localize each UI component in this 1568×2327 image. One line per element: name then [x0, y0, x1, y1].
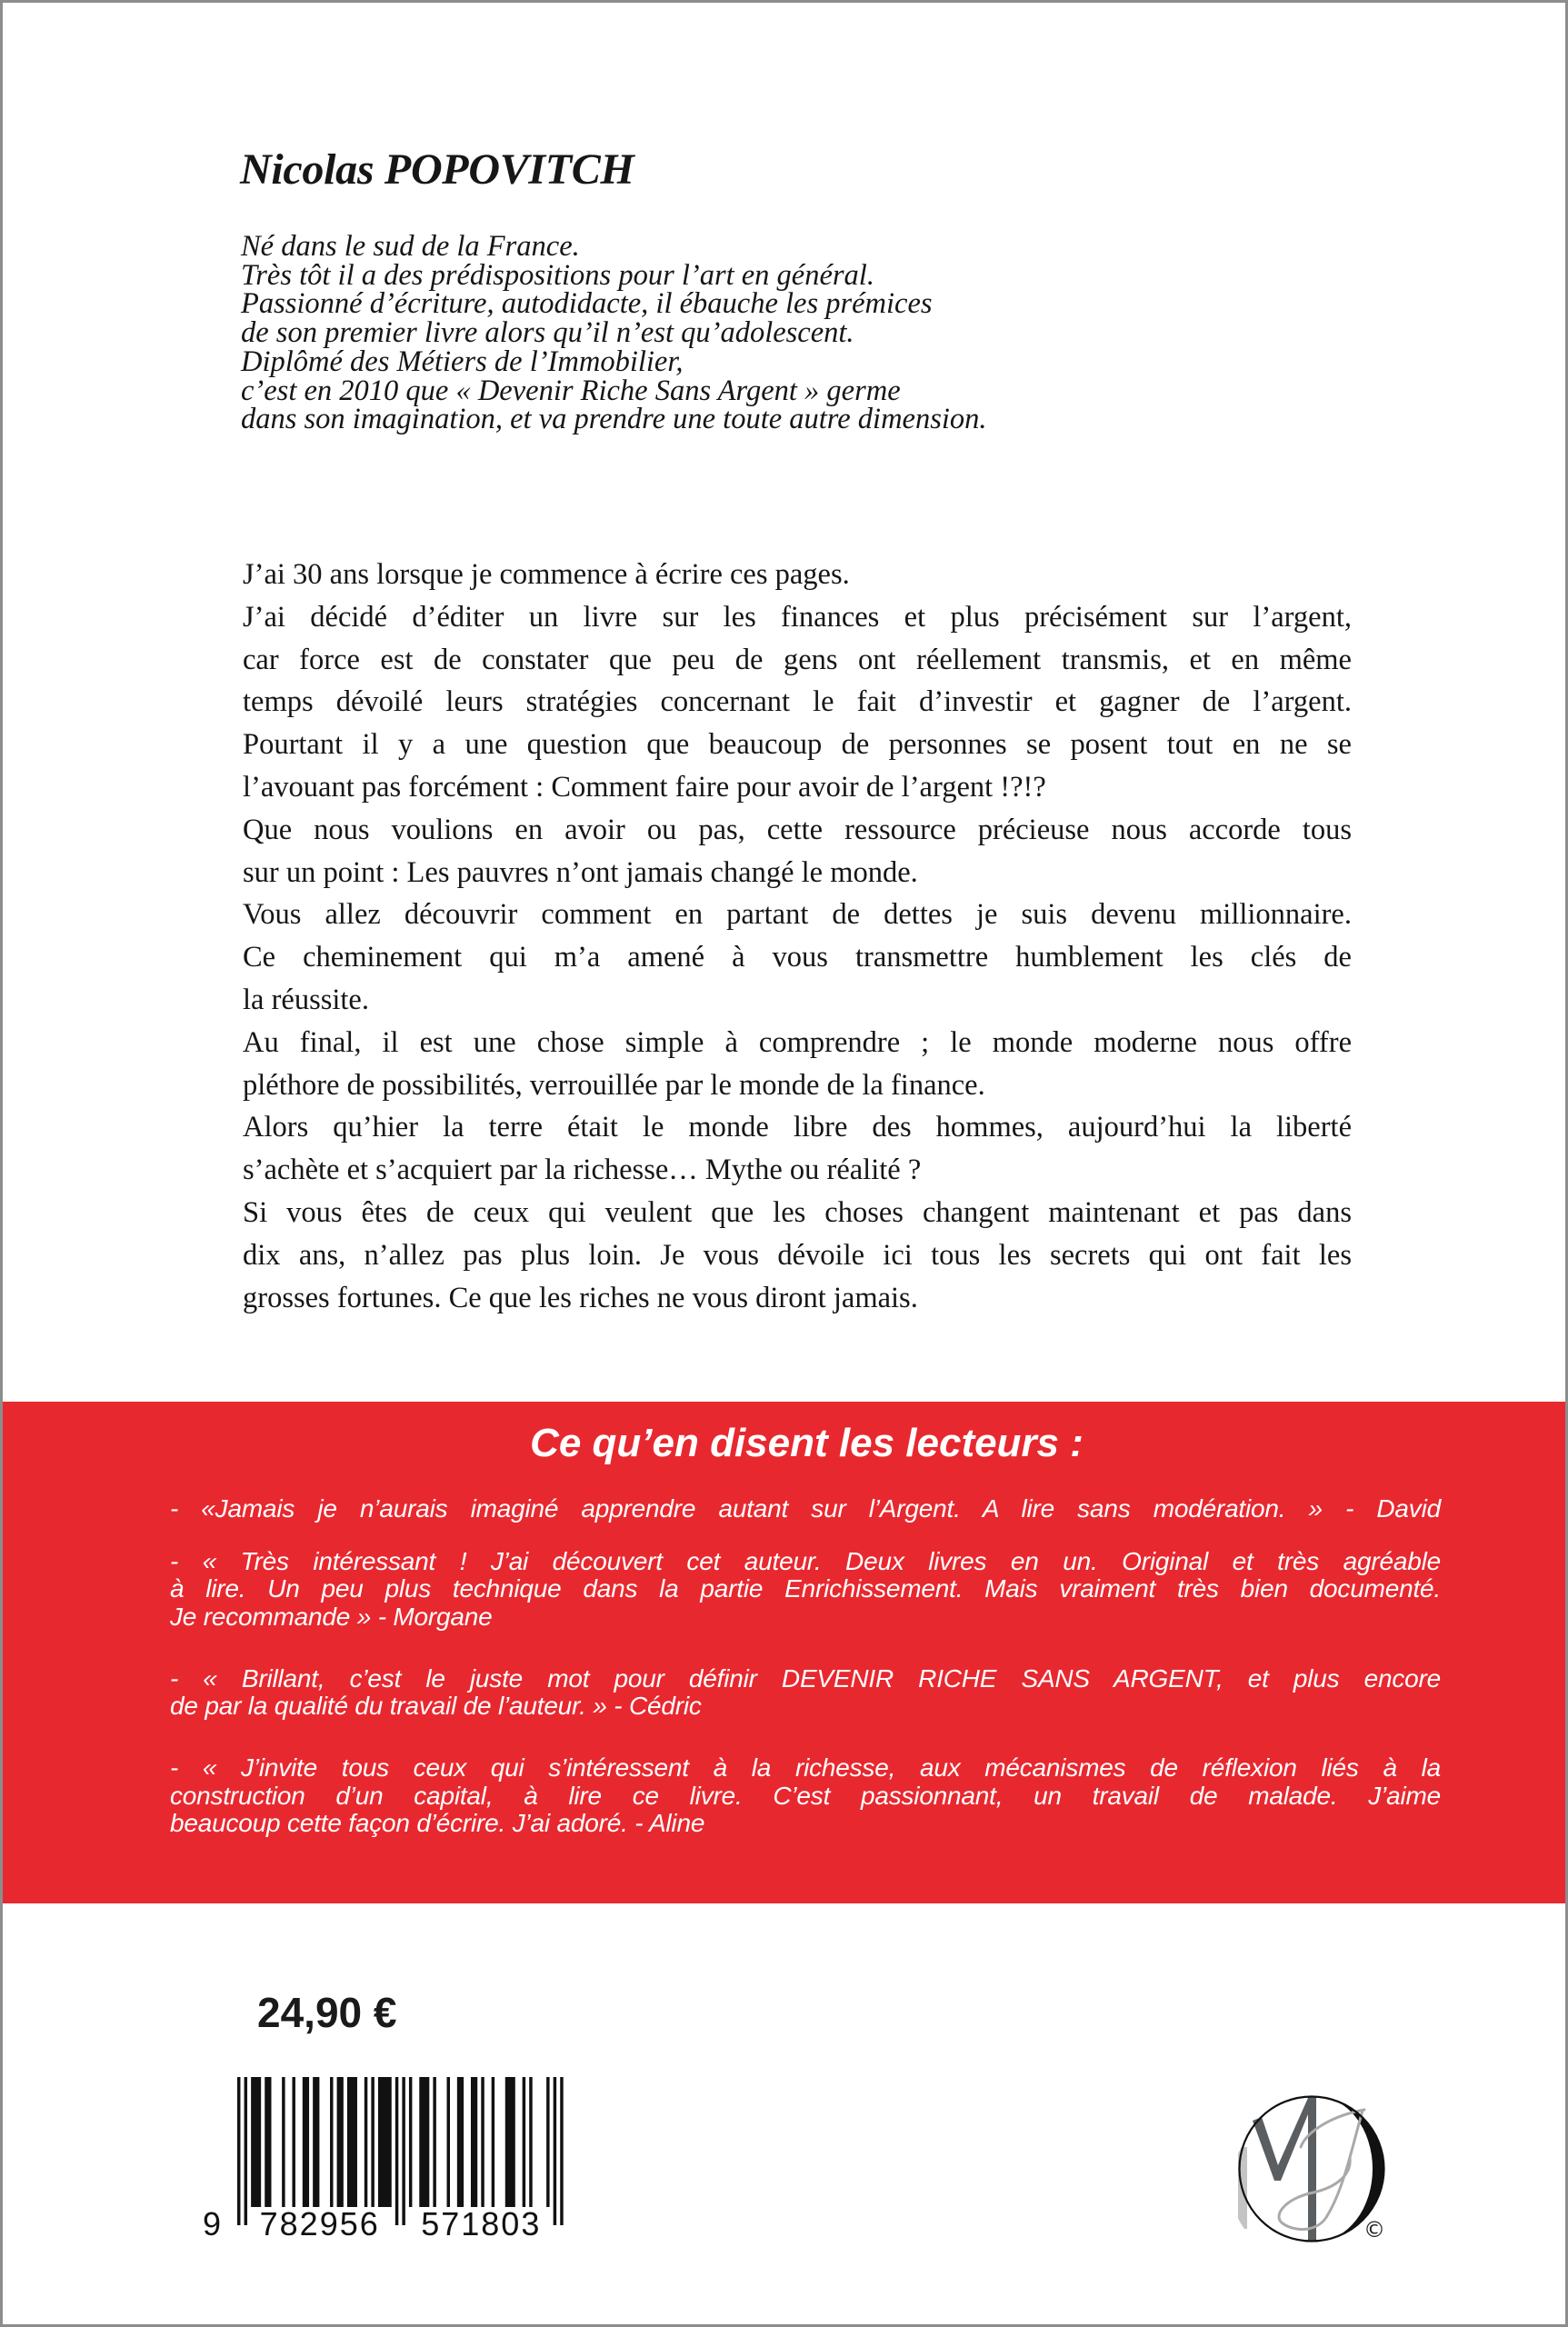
- barcode-guard-bar: [237, 2077, 240, 2225]
- barcode-bar: [347, 2077, 357, 2207]
- logo-center-bar: [1308, 2096, 1316, 2242]
- blurb-paragraph: [243, 936, 1352, 1022]
- barcode-first-digit: 9: [202, 2205, 224, 2242]
- barcode-bar: [433, 2077, 435, 2207]
- barcode-bar: [457, 2077, 464, 2207]
- barcode-bar: [365, 2077, 367, 2207]
- blurb-paragraph: [243, 809, 1352, 894]
- barcode-guard-bar: [395, 2077, 398, 2225]
- barcode-bar: [282, 2077, 285, 2207]
- barcode-guard-bar: [402, 2077, 404, 2225]
- barcode-guard-bar: [554, 2077, 556, 2225]
- blurb-line: Si vous êtes de ceux qui veulent que les choses changent maintenant et pas dans: [243, 1195, 1352, 1229]
- barcode-bar: [447, 2077, 450, 2207]
- reviews-list: [170, 1495, 1441, 1838]
- blurb-line: grosses fortunes. Ce que les riches ne vous diront jamais.: [243, 1281, 918, 1314]
- review-aline: [170, 1754, 1441, 1838]
- blurb-line: pléthore de possibilités, verrouillée par le monde de la finance.: [243, 1068, 985, 1102]
- bio-line: de son premier livre alors qu’il n’est qu’adolescent.: [241, 316, 854, 350]
- barcode-guard-bar: [560, 2077, 563, 2225]
- review-line: - « Brillant, c’est le juste mot pour définir DEVENIR RICHE SANS ARGENT, et plus encore: [170, 1663, 1441, 1693]
- blurb-line: Au final, il est une chose simple à comprendre ; le monde moderne nous offre: [243, 1025, 1352, 1059]
- blurb-line: J’ai décidé d’éditer un livre sur les finances et plus précisément sur l’argent,: [243, 600, 1352, 634]
- logo-letter-j: [1279, 2110, 1364, 2230]
- reviews-heading: Ce qu’en disent les lecteurs :: [530, 1421, 1084, 1465]
- blurb-line: temps dévoilé leurs stratégies concernant le fait d’investir et gagner de l’argent.: [243, 685, 1352, 719]
- bio-line: Très tôt il a des prédispositions pour l’art en général.: [241, 258, 874, 292]
- barcode-bar: [409, 2077, 412, 2207]
- blurb-line: dix ans, n’allez pas plus loin. Je vous dévoile ici tous les secrets qui ont fait les: [243, 1238, 1352, 1272]
- blurb-line: Alors qu’hier la terre était le monde libre des hommes, aujourd’hui la liberté: [243, 1111, 1352, 1144]
- barcode-bar: [546, 2077, 549, 2207]
- barcode-bar: [303, 2077, 309, 2207]
- blurb-paragraph: [243, 554, 1352, 596]
- barcode-bar: [313, 2077, 319, 2207]
- isbn-barcode: [200, 2074, 564, 2247]
- barcode-bar: [505, 2077, 515, 2207]
- blurb-line: Pourtant il y a une question que beaucoup de personnes se posent tout en ne se: [243, 728, 1352, 762]
- price-label: 24,90 €: [257, 1989, 397, 2036]
- review-line: - « Très intéressant ! J’ai découvert cet auteur. Deux livres en un. Original et très agréable: [170, 1546, 1441, 1575]
- barcode-bar: [330, 2077, 333, 2207]
- barcode-bar: [337, 2077, 344, 2207]
- copyright-mark: ©: [1363, 2217, 1385, 2242]
- blurb-line: Ce cheminement qui m’a amené à vous transmettre humblement les clés de: [243, 941, 1352, 974]
- barcode-bar: [481, 2077, 484, 2207]
- review-line: à lire. Un peu plus technique dans la partie Enrichissement. Mais vraiment très bien documenté.: [170, 1574, 1441, 1603]
- barcode-bar: [419, 2077, 429, 2207]
- blurb-paragraph: [243, 1192, 1352, 1319]
- review-line: - «Jamais je n’aurais imaginé apprendre autant sur l’Argent. A lire sans modération. » - David: [170, 1494, 1441, 1523]
- review-line: de par la qualité du travail de l’auteur. » - Cédric: [170, 1692, 702, 1720]
- author-name: Nicolas POPOVITCH: [240, 145, 634, 194]
- blurb-line: s’achète et s’acquiert par la richesse… Mythe ou réalité ?: [243, 1154, 922, 1187]
- barcode-bar: [492, 2077, 494, 2207]
- blurb-line: l’avouant pas forcément : Comment faire pour avoir de l’argent !?!?: [243, 770, 1046, 804]
- barcode-bar: [251, 2077, 261, 2207]
- blurb-paragraph: [243, 1106, 1352, 1192]
- bio-line: c’est en 2010 que « Devenir Riche Sans Argent » germe: [241, 374, 901, 407]
- barcode-bar: [292, 2077, 295, 2207]
- review-line: Je recommande » - Morgane: [170, 1602, 493, 1631]
- barcode-bar: [378, 2077, 392, 2207]
- logo-letter-m: [1253, 2098, 1308, 2181]
- blurb-line: J’ai 30 ans lorsque je commence à écrire ces pages.: [243, 558, 850, 591]
- review-line: - « J’invite tous ceux qui s’intéressent à la richesse, aux mécanismes de réflexion liés à la: [170, 1753, 1441, 1782]
- barcode-guard-bar: [245, 2077, 247, 2225]
- barcode-right-digits: 571803: [421, 2205, 542, 2242]
- blurb-text: [243, 554, 1352, 1319]
- blurb-paragraph: [243, 724, 1352, 809]
- review-cedric: [170, 1665, 1441, 1721]
- barcode-bars: [237, 2077, 564, 2225]
- blurb-paragraph: [243, 1022, 1352, 1107]
- blurb-paragraph: [243, 596, 1352, 724]
- blurb-paragraph: [243, 894, 1352, 936]
- blurb-line: sur un point : Les pauvres n’ont jamais changé le monde.: [243, 855, 918, 889]
- bio-line: dans son imagination, et va prendre une toute autre dimension.: [241, 403, 987, 436]
- review-line: construction d’un capital, à lire ce livre. C’est passionnant, un travail de malade. J’aime: [170, 1781, 1441, 1810]
- review-line: beaucoup cette façon d’écrire. J’ai adoré. - Aline: [170, 1809, 705, 1837]
- blurb-line: Que nous voulions en avoir ou pas, cette ressource précieuse nous accorde tous: [243, 813, 1352, 846]
- blurb-line: car force est de constater que peu de gens ont réellement transmis, et en même: [243, 643, 1352, 676]
- bio-line: Passionné d’écriture, autodidacte, il ébauche les prémices: [241, 287, 933, 321]
- blurb-line: Vous allez découvrir comment en partant de dettes je suis devenu millionnaire.: [243, 898, 1352, 932]
- barcode-left-digits: 782956: [259, 2205, 380, 2242]
- author-bio: [241, 230, 987, 436]
- reader-reviews-band: [3, 1402, 1565, 1903]
- barcode-bar: [523, 2077, 525, 2207]
- barcode-bar: [265, 2077, 271, 2207]
- barcode-bar: [471, 2077, 477, 2207]
- bio-line: Né dans le sud de la France.: [241, 230, 580, 263]
- review-david: [170, 1495, 1441, 1523]
- blurb-line: la réussite.: [243, 983, 369, 1016]
- bio-line: Diplômé des Métiers de l’Immobilier,: [241, 345, 684, 378]
- barcode-bar: [371, 2077, 374, 2207]
- review-morgane: [170, 1548, 1441, 1632]
- barcode-bar: [529, 2077, 532, 2207]
